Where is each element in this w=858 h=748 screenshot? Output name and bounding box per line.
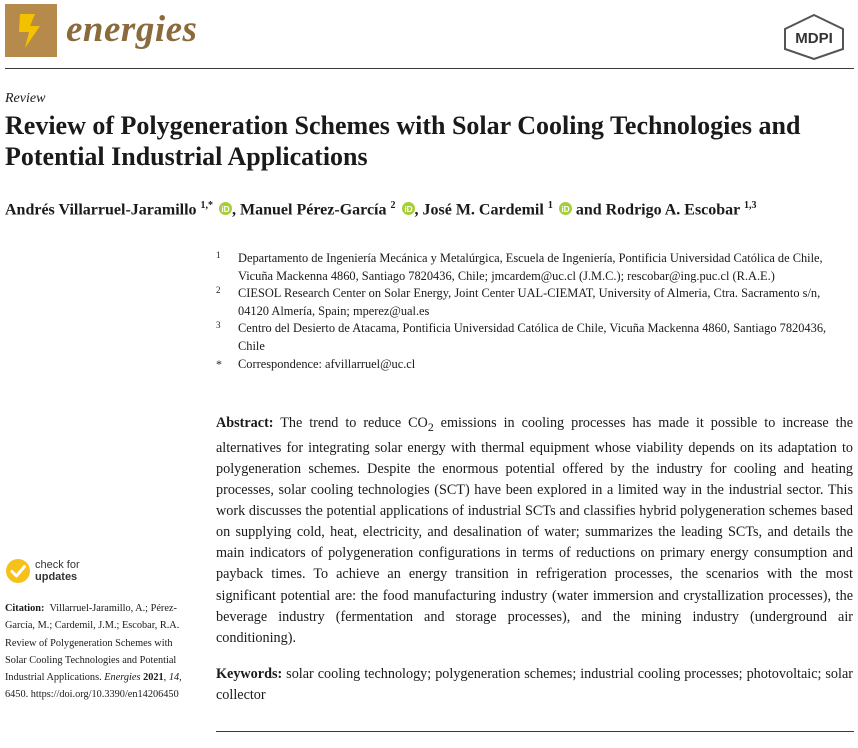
author-affiliation-marker: 2 xyxy=(390,200,396,211)
correspondence-text: Correspondence: afvillarruel@uc.cl xyxy=(238,356,416,371)
affiliation-text: Departamento de Ingeniería Mecánica y Metalúrgica, Escuela de Ingeniería, Pontificia Universidad Católica de Chile, Vicuña Mackenna 4860, Santiago 7820436, Chile; jmcardem@uc.cl (J.M.C.); rescobar@ing.puc.cl (R.A.E.) xyxy=(238,251,823,283)
journal-name: energies xyxy=(66,9,198,50)
affiliation-marker: * xyxy=(216,356,222,371)
citation-journal: Energies xyxy=(104,672,141,684)
publisher-name: MDPI xyxy=(795,30,833,47)
affiliation-marker: 2 xyxy=(216,285,221,296)
abstract-label: Abstract: xyxy=(216,415,274,431)
author-affiliation-marker: 1,* xyxy=(200,200,214,211)
affiliation-text: CIESOL Research Center on Solar Energy, Joint Center UAL-CIEMAT, University of Almeria, Ctra. Sacramento s/n, 04120 Almería, Spain; mperez@ual.es xyxy=(238,286,821,318)
keywords-label: Keywords: xyxy=(216,666,283,682)
citation-volume: 14 xyxy=(168,672,180,684)
journal-logo xyxy=(5,4,57,57)
author-affiliation-marker: 1,3 xyxy=(744,200,757,211)
affiliation-marker: 1 xyxy=(216,250,221,260)
author-name[interactable]: Andrés Villarruel-Jaramillo xyxy=(5,201,197,219)
check-for-updates-label xyxy=(35,559,80,583)
author-name[interactable]: José M. Cardemil xyxy=(422,201,544,219)
affiliation-item xyxy=(216,320,841,355)
header-divider xyxy=(5,68,854,69)
affiliations xyxy=(216,250,841,373)
citation-year: 2021 xyxy=(143,672,164,684)
abstract xyxy=(216,413,853,649)
author-name[interactable]: Rodrigo A. Escobar xyxy=(605,201,740,219)
abstract-subscript: 2 xyxy=(427,419,434,434)
affiliation-text: Centro del Desierto de Atacama, Pontificia Universidad Católica de Chile, Vicuña Mackenna 4860, Santiago 7820436, Chile xyxy=(238,321,827,353)
abstract-text: emissions in cooling processes has made it possible to increase the alternatives for integrating solar energy with thermal equipment whose viability depends on its adaptation to polygeneration schemes. Despite the enormous potential offered by the industry for cooling and heating processes, solar cooling technologies (SCT) have been explored in a limited way in the industrial sector. This work discusses the potential applications of industrial SCTs and classifies hybrid polygeneration schemes based on supplying cold, heat, electricity, and desalination of water; summarizes the leading SCTs, and details the main indicators of polygeneration configurations in terms of reductions on primary energy consumption and payback times. To achieve an energy transition in refrigeration processes, the scenarios with the most significant potential are: the food manufacturing industry (water immersion and crystallization processes), the beverage industry (fermentation and storage processes), and the mining industry (underground air conditioning). xyxy=(216,415,853,646)
svg-text:iD: iD xyxy=(221,204,230,215)
author-separator: , xyxy=(232,201,237,219)
check-line-2: updates xyxy=(35,571,78,583)
svg-text:iD: iD xyxy=(561,204,570,215)
citation-label: Citation: xyxy=(5,603,45,614)
correspondence-item xyxy=(216,356,841,374)
keywords-text: solar cooling technology; polygeneration schemes; industrial cooling processes; photovoltaic; solar collector xyxy=(216,666,853,704)
affiliation-item xyxy=(216,285,841,320)
check-for-updates-badge[interactable] xyxy=(5,558,105,586)
affiliation-item xyxy=(216,250,841,285)
citation-text: Villarruel-Jaramillo, A.; Pérez-García, M.; Cardemil, J.M.; Escobar, R.A. Review of Polygeneration Schemes with Solar Cooling Technologies and Potential Industrial Applications. xyxy=(5,603,180,684)
abstract-text-start: The trend to reduce CO xyxy=(280,415,428,431)
check-line-1: check for xyxy=(35,559,80,571)
author-affiliation-marker: 1 xyxy=(547,200,553,211)
orcid-icon[interactable] xyxy=(559,202,572,215)
article-title: Review of Polygeneration Schemes with Solar Cooling Technologies and Potential Industrial Applications xyxy=(5,111,801,171)
check-for-updates-icon xyxy=(5,558,31,584)
svg-text:iD: iD xyxy=(403,204,413,215)
author-separator: , xyxy=(414,201,419,219)
author-list xyxy=(5,200,855,219)
lightning-bolt-icon xyxy=(5,4,57,57)
citation: Citation: Villarruel-Jaramillo, A.; Pérez-García, M.; Cardemil, J.M.; Escobar, R.A. Review of Polygeneration Schemes with Solar Cooling Technologies and Potential Industrial Applications. Energies 2021, 14, 6450. https://doi.org/10.3390/en14206450 xyxy=(5,603,182,701)
orcid-icon[interactable] xyxy=(402,202,415,215)
article-type: Review xyxy=(5,91,46,106)
orcid-icon[interactable] xyxy=(219,202,232,215)
author-name[interactable]: Manuel Pérez-García xyxy=(240,201,387,219)
keywords xyxy=(216,664,853,706)
keywords-divider xyxy=(216,731,854,732)
publisher-logo xyxy=(781,14,847,65)
citation-doi[interactable]: , 6450. https://doi.org/10.3390/en14206450 xyxy=(5,672,182,701)
affiliation-marker: 3 xyxy=(216,320,221,331)
author-conjunction: and xyxy=(575,201,602,219)
